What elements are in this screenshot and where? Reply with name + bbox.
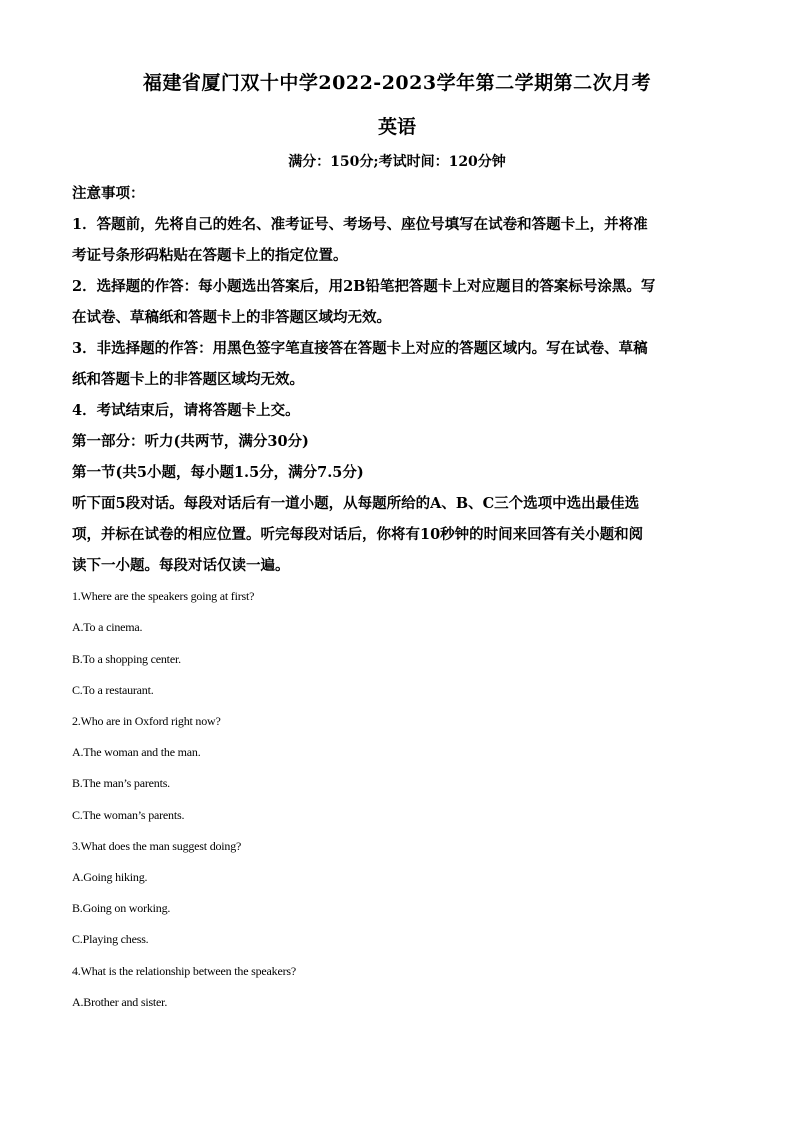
notice-item-3-line-2: 纸和答题卡上的非答题区域均无效。	[72, 371, 304, 388]
question-3-option-c: C.Playing chess.	[72, 932, 149, 946]
question-2-option-b: B.The man’s parents.	[72, 776, 170, 790]
exam-title: 福建省厦门双十中学2022-2023学年第二学期第二次月考	[142, 72, 652, 94]
notice-item-2-line-2: 在试卷、草稿纸和答题卡上的非答题区域均无效。	[72, 309, 391, 326]
listening-instruction-line-1: 听下面5段对话。每段对话后有一道小题，从每题所给的A、B、C三个选项中选出最佳选	[72, 495, 640, 512]
question-3-option-b: B.Going on working.	[72, 901, 171, 915]
question-3-option-a: A.Going hiking.	[72, 870, 148, 884]
question-1-option-a: A.To a cinema.	[72, 620, 143, 634]
notice-item-1-line-2: 考证号条形码粘贴在答题卡上的指定位置。	[72, 247, 348, 264]
question-3-stem: 3.What does the man suggest doing?	[72, 839, 242, 853]
section1-heading: 第一节(共5小题，每小题1.5分，满分7.5分)	[72, 464, 364, 481]
exam-subject: 英语	[377, 116, 416, 138]
notice-item-3-line-1: 3．非选择题的作答：用黑色签字笔直接答在答题卡上对应的答题区域内。写在试卷、草稿	[72, 340, 648, 357]
question-1-stem: 1.Where are the speakers going at first?	[72, 589, 255, 603]
notice-section	[72, 178, 722, 581]
question-2-stem: 2.Who are in Oxford right now?	[72, 714, 221, 728]
notice-item-1-line-1: 1．答题前，先将自己的姓名、准考证号、考场号、座位号填写在试卷和答题卡上，并将准	[72, 216, 648, 233]
notice-item-2-line-1: 2．选择题的作答：每小题选出答案后，用2B铅笔把答题卡上对应题目的答案标号涂黑。写	[72, 278, 656, 295]
question-2-option-a: A.The woman and the man.	[72, 745, 201, 759]
question-4-option-a: A.Brother and sister.	[72, 995, 168, 1009]
listening-instruction-line-2: 项，并标在试卷的相应位置。听完每段对话后，你将有10秒钟的时间来回答有关小题和阅	[72, 526, 644, 543]
listening-instruction-line-3: 读下一小题。每段对话仅读一遍。	[72, 557, 290, 574]
question-1-option-b: B.To a shopping center.	[72, 652, 181, 666]
question-4-stem: 4.What is the relationship between the speakers?	[72, 964, 296, 978]
part1-heading: 第一部分：听力(共两节，满分30分)	[72, 433, 309, 450]
notice-heading: 注意事项：	[72, 185, 145, 202]
notice-item-4: 4．考试结束后，请将答题卡上交。	[72, 402, 300, 419]
score-time-line: 满分：150分;考试时间：120分钟	[288, 154, 506, 170]
question-2-option-c: C.The woman’s parents.	[72, 808, 185, 822]
question-1-option-c: C.To a restaurant.	[72, 683, 154, 697]
